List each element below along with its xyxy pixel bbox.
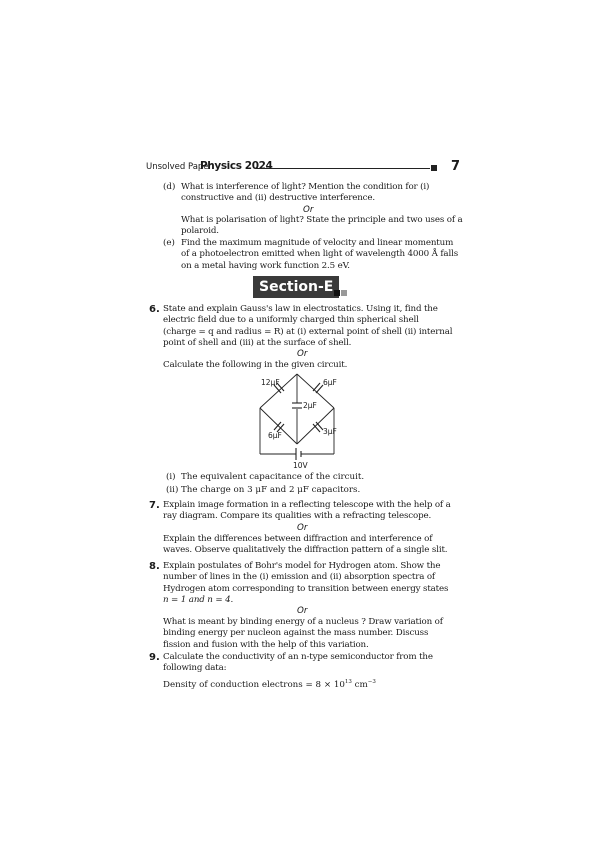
capacitor-6uF-bottom-label: 6μF: [268, 431, 282, 440]
text-line: (charge = q and radius = R) at (i) external point of shell (ii) internal: [163, 326, 453, 337]
q8-alt-text: [163, 617, 453, 651]
subject-title: Physics 2024: [200, 160, 273, 172]
q9-number: 9.: [149, 652, 160, 663]
text-line: on a metal having work function 2.5 eV.: [181, 260, 350, 271]
page-number: 7: [450, 159, 460, 174]
q5d-text: [181, 182, 453, 205]
text-line: Calculate the conductivity of an n-type semiconductor from the: [163, 652, 433, 662]
or-label: Or: [303, 205, 314, 215]
data-exponent: 13: [344, 679, 352, 685]
q6-text: [163, 304, 453, 349]
q6-alt-text: [163, 360, 453, 371]
q8-text: [163, 561, 453, 606]
q6-part-ii-label: (ii): [166, 485, 179, 495]
text-line: Find the maximum magnitude of velocity and linear momentum: [181, 238, 454, 248]
q9-text: [163, 652, 453, 675]
battery-label: 10V: [293, 461, 308, 470]
text-line: What is polarisation of light? State the principle and two uses of a: [181, 215, 463, 225]
text-line: Explain the differences between diffraction and interference of: [163, 534, 433, 544]
text-line: Calculate the following in the given circuit.: [163, 360, 348, 370]
section-heading: Section-E: [253, 276, 339, 298]
text-line: electric field due to a uniformly charged thin spherical shell: [163, 315, 419, 326]
capacitor-6uF-top-label: 6μF: [323, 378, 337, 387]
q5e-text: [181, 238, 459, 272]
q8-number: 8.: [149, 561, 160, 572]
q5e-label: (e): [163, 238, 175, 248]
capacitor-circuit-diagram: [230, 372, 380, 472]
q7-text: [163, 500, 453, 523]
capacitor-2uF-label: 2μF: [303, 401, 317, 410]
text-line: point of shell and (iii) at the surface of shell.: [163, 337, 352, 348]
text-line: fission and fusion with the help of this variation.: [163, 639, 369, 650]
capacitor-12uF-label: 12μF: [261, 378, 280, 387]
q7-alt-text: [163, 534, 453, 557]
text-line: Hydrogen atom corresponding to transition between energy states: [163, 583, 449, 594]
text-line: of a photoelectron emitted when light of wavelength 4000 Å falls: [181, 249, 459, 260]
q7-number: 7.: [149, 500, 160, 511]
text-line: waves. Observe qualitatively the diffraction pattern of a single slit.: [163, 545, 448, 556]
section-square-icon: [334, 290, 340, 296]
q6-number: 6.: [149, 304, 160, 315]
text-line: Explain image formation in a reflecting telescope with the help of a: [163, 500, 451, 510]
header-square-icon: [431, 165, 437, 171]
or-label: Or: [297, 523, 308, 533]
text-line: What is interference of light? Mention the condition for (i): [181, 182, 430, 192]
text-line: polaroid.: [181, 226, 219, 237]
text-line: State and explain Gauss's law in electrostatics. Using it, find the: [163, 304, 438, 314]
data-unit-exponent: −3: [367, 679, 376, 685]
header-rule: [256, 168, 430, 169]
section-square-icon: [341, 290, 347, 296]
q6-part-i-text: The equivalent capacitance of the circuit.: [181, 472, 365, 482]
page-header: [146, 159, 460, 179]
text-line: Explain postulates of Bohr's model for Hydrogen atom. Show the: [163, 561, 441, 571]
text-line: following data:: [163, 663, 227, 674]
or-label: Or: [297, 349, 308, 359]
text-line: binding energy per nucleon against the mass number. Discuss: [163, 628, 429, 639]
data-unit: cm: [351, 679, 368, 690]
q6-part-ii-text: The charge on 3 μF and 2 μF capacitors.: [181, 485, 361, 495]
q6-part-i-label: (i): [166, 472, 176, 482]
data-text: Density of conduction electrons = 8 × 10: [163, 679, 345, 690]
capacitor-3uF-label: 3μF: [323, 427, 337, 436]
q5d-label: (d): [163, 182, 176, 192]
paper-title: Unsolved Paper: [146, 162, 213, 172]
q5d-alt-text: [181, 215, 463, 238]
or-label: Or: [297, 606, 308, 616]
text-line: n = 1 and n = 4.: [163, 594, 234, 605]
text-line: ray diagram. Compare its qualities with a refracting telescope.: [163, 511, 432, 522]
text-line: What is meant by binding energy of a nucleus ? Draw variation of: [163, 617, 443, 627]
q9-data-line: [163, 677, 376, 691]
text-line: number of lines in the (i) emission and (ii) absorption spectra of: [163, 572, 435, 583]
text-line: constructive and (ii) destructive interference.: [181, 193, 375, 204]
